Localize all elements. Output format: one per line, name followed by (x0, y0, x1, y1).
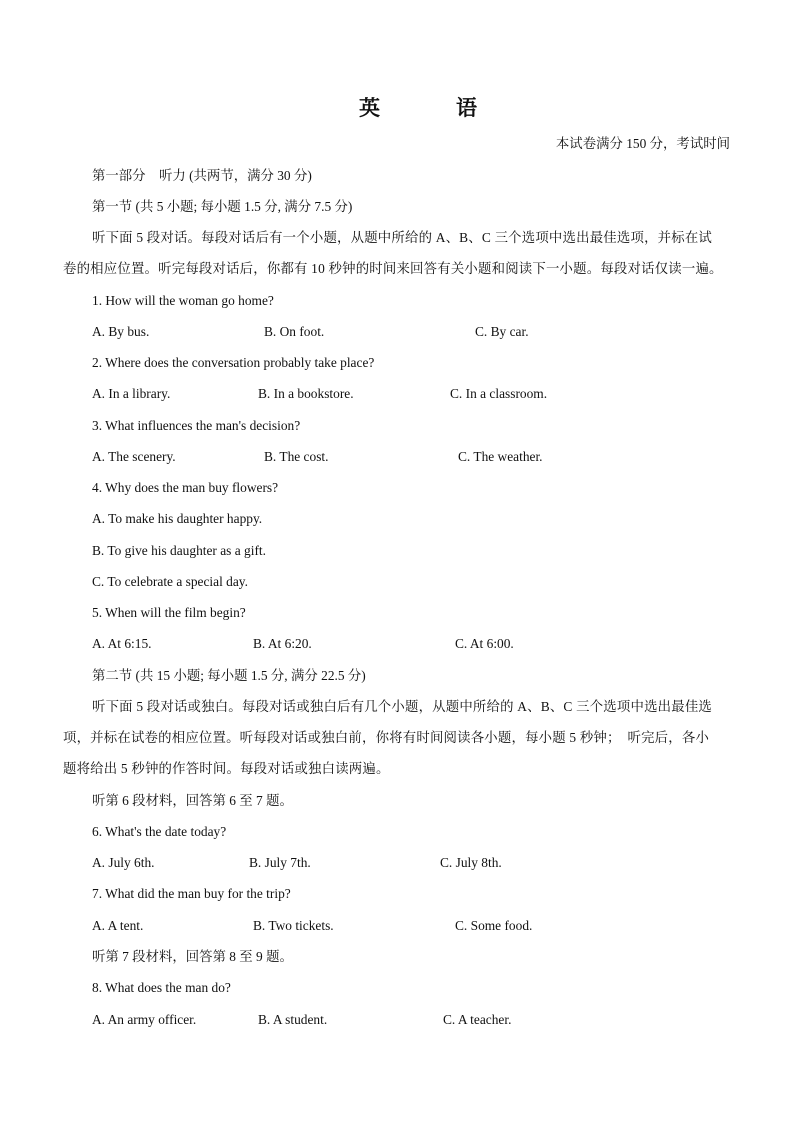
question-3-option-c: C. The weather. (458, 449, 543, 464)
question-7-option-c: C. Some food. (455, 918, 533, 933)
question-4-option-a: A. To make his daughter happy. (92, 511, 263, 526)
question-5-stem: 5. When will the film begin? (92, 605, 246, 620)
section2-instruction-line2: 项，并标在试卷的相应位置。听每段对话或独白前，你将有时间阅读各小题，每小题 5 秒钟； 听完后，各小 (63, 730, 710, 745)
question-6-option-c: C. July 8th. (440, 855, 502, 870)
question-8-option-a: A. An army officer. (92, 1012, 197, 1027)
question-8-option-c: C. A teacher. (443, 1012, 512, 1027)
question-4-option-c: C. To celebrate a special day. (92, 574, 248, 589)
question-3-option-b: B. The cost. (264, 449, 329, 464)
question-2-option-c: C. In a classroom. (450, 386, 548, 401)
question-2-option-a: A. In a library. (92, 386, 171, 401)
question-1-option-b: B. On foot. (264, 324, 325, 339)
section1-heading: 第一节 (共 5 小题; 每小题 1.5 分, 满分 7.5 分) (92, 199, 353, 214)
question-1-stem: 1. How will the woman go home? (92, 293, 274, 308)
question-1-option-a: A. By bus. (92, 324, 150, 339)
section2-instruction-line1: 听下面 5 段对话或独白。每段对话或独白后有几个小题，从题中所给的 A、B、C 三个选项中选出最佳选 (92, 699, 713, 714)
question-6-option-b: B. July 7th. (249, 855, 311, 870)
material-7-note: 听第 7 段材料，回答第 8 至 9 题。 (92, 949, 293, 964)
question-5-option-c: C. At 6:00. (455, 636, 514, 651)
question-3-option-a: A. The scenery. (92, 449, 176, 464)
question-3-stem: 3. What influences the man's decision? (92, 418, 301, 433)
question-7-option-b: B. Two tickets. (253, 918, 334, 933)
material-6-note: 听第 6 段材料，回答第 6 至 7 题。 (92, 793, 293, 808)
question-2-stem: 2. Where does the conversation probably take place? (92, 355, 375, 370)
section1-instruction-line1: 听下面 5 段对话。每段对话后有一个小题，从题中所给的 A、B、C 三个选项中选出最佳选项，并标在试 (92, 230, 713, 245)
question-5-option-b: B. At 6:20. (253, 636, 312, 651)
question-5-option-a: A. At 6:15. (92, 636, 152, 651)
section1-instruction-line2: 卷的相应位置。听完每段对话后，你都有 10 秒钟的时间来回答有关小题和阅读下一小题。每段对话仅读一遍。 (63, 261, 723, 276)
part1-heading: 第一部分 听力 (共两节，满分 30 分) (92, 168, 312, 183)
page-title-char-1: 英 (359, 96, 380, 120)
exam-note: 本试卷满分 150 分，考试时间 (555, 136, 730, 151)
question-4-stem: 4. Why does the man buy flowers? (92, 480, 279, 495)
section2-instruction-line3: 题将给出 5 秒钟的作答时间。每段对话或独白读两遍。 (63, 761, 390, 776)
question-7-stem: 7. What did the man buy for the trip? (92, 886, 291, 901)
page-title-char-2: 语 (456, 96, 477, 120)
question-6-stem: 6. What's the date today? (92, 824, 227, 839)
question-2-option-b: B. In a bookstore. (258, 386, 354, 401)
question-8-stem: 8. What does the man do? (92, 980, 231, 995)
question-1-option-c: C. By car. (475, 324, 529, 339)
question-6-option-a: A. July 6th. (92, 855, 155, 870)
section2-heading: 第二节 (共 15 小题; 每小题 1.5 分, 满分 22.5 分) (92, 668, 366, 683)
question-4-option-b: B. To give his daughter as a gift. (92, 543, 266, 558)
question-7-option-a: A. A tent. (92, 918, 144, 933)
question-8-option-b: B. A student. (258, 1012, 328, 1027)
